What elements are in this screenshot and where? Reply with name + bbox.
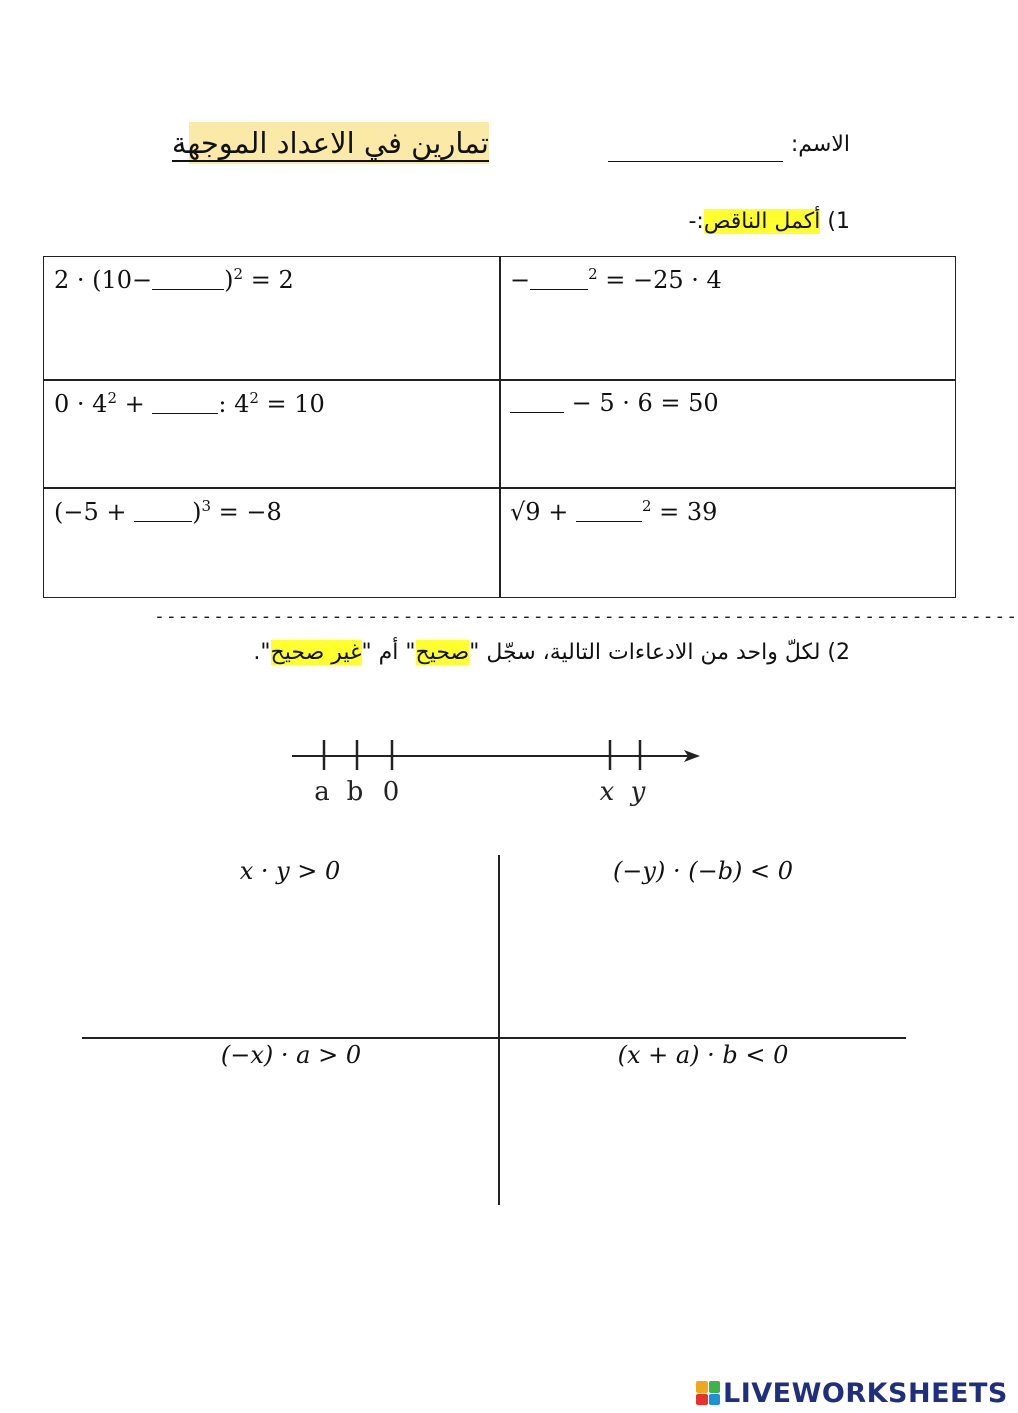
number-line bbox=[280, 728, 720, 818]
label-y: y bbox=[630, 777, 646, 807]
worksheet-title: تمارين في الاعداد الموجهة bbox=[189, 122, 489, 164]
question-2-heading: 2) لكلّ واحد من الادعاءات التالية، سجّل "صحيح" أم "غير صحيح". bbox=[253, 640, 850, 665]
claims-horizontal-divider bbox=[82, 1037, 906, 1039]
claims-vertical-divider bbox=[498, 855, 500, 1205]
label-0: 0 bbox=[382, 777, 400, 807]
brand-name: LIVEWORKSHEETS bbox=[723, 1377, 1008, 1409]
true-label: صحيح bbox=[415, 640, 470, 665]
table-cell: − 5 · 6 = 50 bbox=[500, 381, 955, 425]
false-label: غير صحيح bbox=[270, 640, 362, 665]
liveworksheets-logo bbox=[696, 1376, 1008, 1410]
answer-blank[interactable] bbox=[510, 392, 564, 413]
table-cell: − $^2$ = −25 · 4 bbox=[510, 265, 722, 294]
name-label: الاسم: bbox=[790, 132, 850, 157]
section-divider: ------------------------------------------------------------------------- bbox=[154, 606, 1018, 627]
label-b: b bbox=[346, 777, 364, 807]
label-x: x bbox=[599, 777, 615, 807]
table-cell: $2 \cdot (10- )^2 = 2$ bbox=[54, 265, 294, 294]
answer-blank[interactable] bbox=[152, 393, 218, 414]
claim-bottom-right: (x + a) · b < 0 bbox=[617, 1041, 789, 1069]
name-blank[interactable] bbox=[608, 139, 783, 162]
claim-top-right: (−y) · (−b) < 0 bbox=[612, 857, 794, 885]
question-1-heading: 1) أكمل الناقص:- bbox=[688, 209, 850, 234]
answer-blank[interactable] bbox=[134, 501, 192, 522]
label-a: a bbox=[314, 777, 330, 807]
answer-blank[interactable] bbox=[152, 269, 224, 290]
claim-bottom-left: (−x) · a > 0 bbox=[220, 1041, 362, 1069]
answer-blank[interactable] bbox=[576, 501, 642, 522]
question-1-instruction: أكمل الناقص bbox=[703, 209, 821, 234]
table-cell: $(-5 + )^3 = -8$ bbox=[54, 497, 282, 526]
name-field bbox=[600, 128, 850, 162]
table-cell: √9 + $^2$ = 39 bbox=[510, 497, 718, 526]
brand-grid-icon bbox=[696, 1381, 720, 1405]
claim-top-left: x · y > 0 bbox=[239, 857, 341, 885]
answer-blank[interactable] bbox=[530, 269, 588, 290]
table-cell: $0 \cdot 4^2$ + : $4^2 = 10$ bbox=[54, 389, 325, 418]
fill-in-table bbox=[43, 256, 956, 598]
